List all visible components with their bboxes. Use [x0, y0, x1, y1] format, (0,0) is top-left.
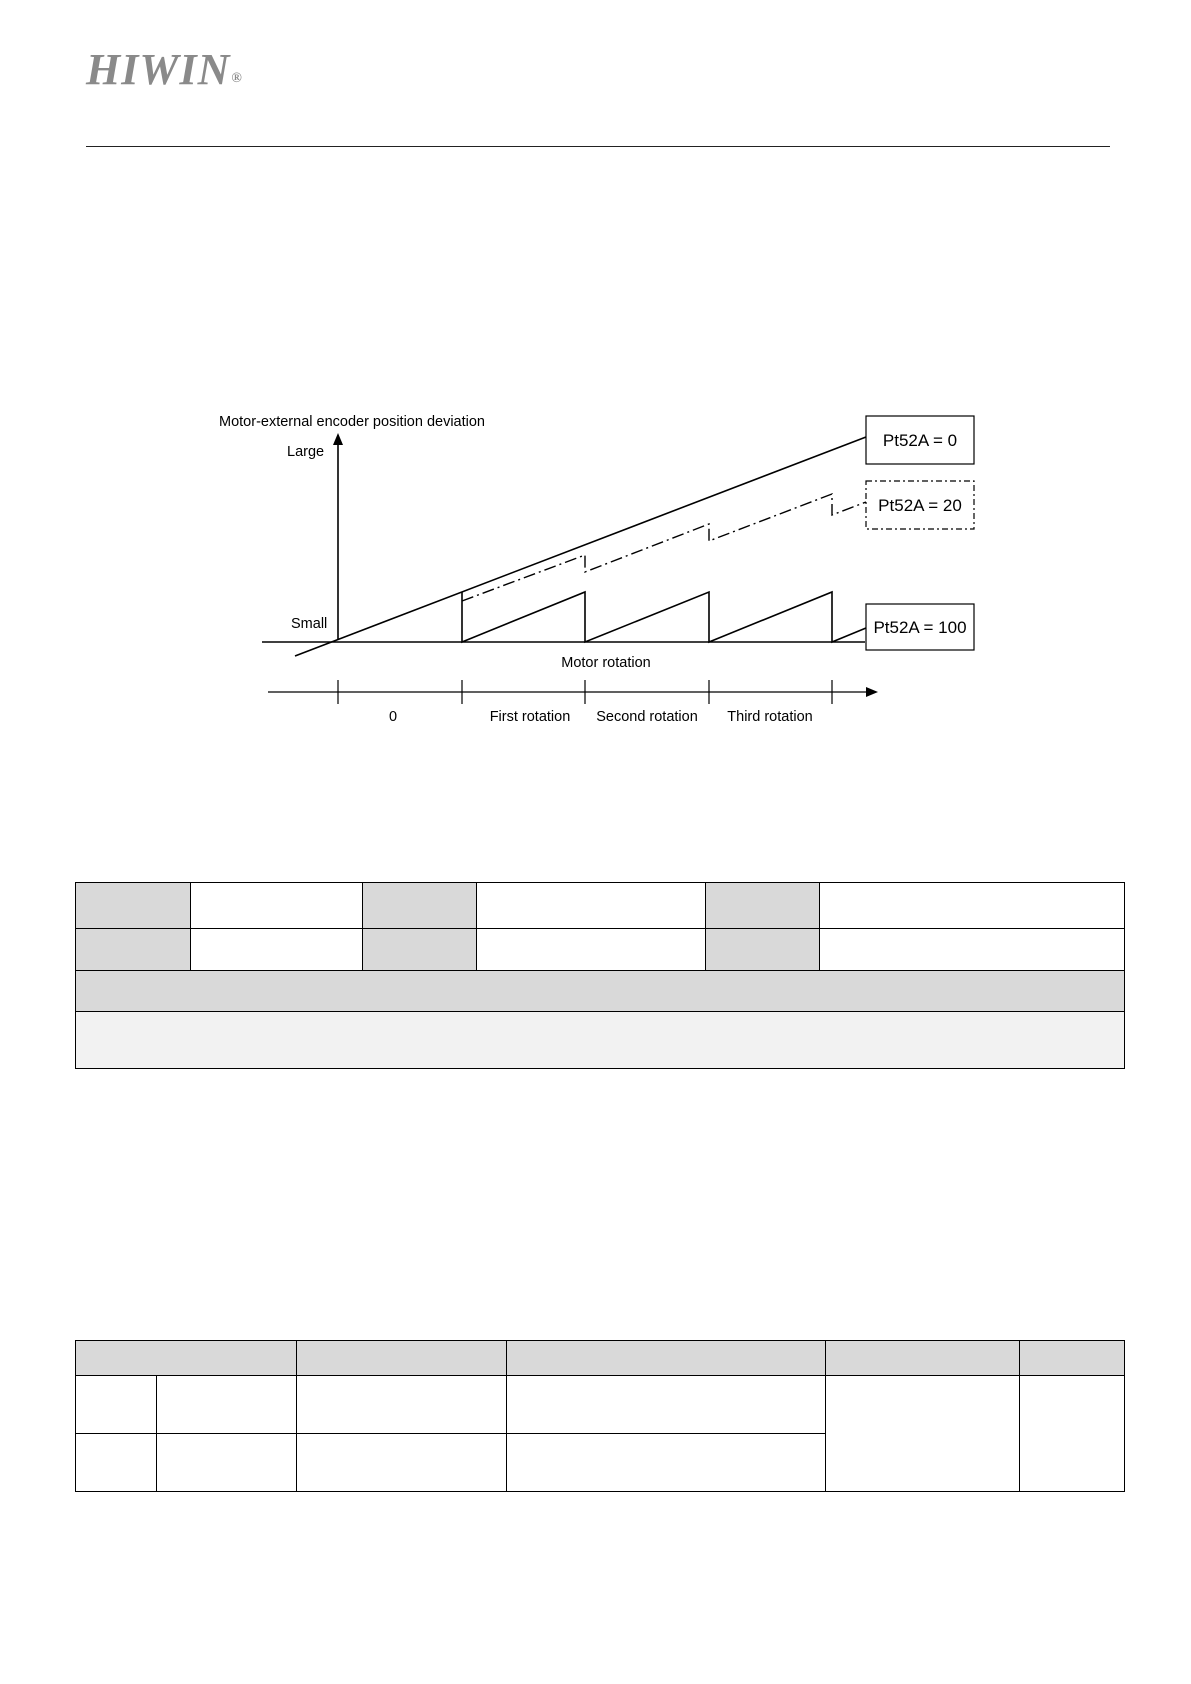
table-cell	[190, 929, 362, 971]
legend-label-pt100: Pt52A = 100	[873, 618, 967, 637]
hiwin-logo: HIWIN®	[86, 45, 243, 94]
table-row	[76, 1012, 1125, 1069]
table-cell	[156, 1434, 296, 1492]
table-cell	[190, 883, 362, 929]
table-row	[76, 971, 1125, 1012]
table-cell	[362, 883, 476, 929]
setting-table	[75, 1340, 1125, 1492]
table-cell	[296, 1376, 506, 1434]
table-cell	[826, 1341, 1020, 1376]
table-cell	[506, 1434, 826, 1492]
y-small-label: Small	[291, 616, 328, 632]
rotation-label: 0	[388, 709, 398, 725]
series-pt20	[462, 494, 866, 601]
y-axis-arrow	[333, 433, 343, 445]
table-cell	[820, 883, 1125, 929]
table-row	[76, 1341, 1125, 1376]
table-cell	[706, 929, 820, 971]
table-cell	[76, 1434, 157, 1492]
x-axis-label: Motor rotation	[561, 655, 651, 671]
table-cell	[506, 1341, 826, 1376]
table-cell	[1020, 1376, 1125, 1492]
table-cell	[76, 929, 191, 971]
table-cell	[156, 1376, 296, 1434]
table-cell	[476, 929, 706, 971]
table-cell	[296, 1341, 506, 1376]
table-cell	[1020, 1341, 1125, 1376]
table-cell	[706, 883, 820, 929]
series-pt100	[462, 592, 866, 642]
table-row	[76, 883, 1125, 929]
table-cell	[76, 971, 1125, 1012]
table-cell	[820, 929, 1125, 971]
table-row	[76, 1376, 1125, 1434]
table-cell	[296, 1434, 506, 1492]
table-cell	[76, 1012, 1125, 1069]
rotation-label: Third rotation	[727, 709, 813, 725]
table-row	[76, 929, 1125, 971]
y-large-label: Large	[287, 444, 325, 460]
table-cell	[362, 929, 476, 971]
rotation-label: Second rotation	[596, 709, 698, 725]
table-cell	[76, 1341, 297, 1376]
legend-label-pt0: Pt52A = 0	[882, 431, 958, 450]
rotation-axis-arrow	[866, 687, 878, 697]
table-cell	[476, 883, 706, 929]
table-cell	[76, 883, 191, 929]
table-cell	[506, 1376, 826, 1434]
series-pt0	[295, 437, 866, 656]
legend-label-pt20: Pt52A = 20	[878, 496, 962, 515]
deviation-diagram	[0, 0, 1191, 800]
table-cell	[76, 1376, 157, 1434]
rotation-label: First rotation	[489, 709, 571, 725]
table-cell	[826, 1376, 1020, 1492]
y-axis-title: Motor-external encoder position deviation	[219, 414, 485, 430]
parameter-table	[75, 882, 1125, 1069]
